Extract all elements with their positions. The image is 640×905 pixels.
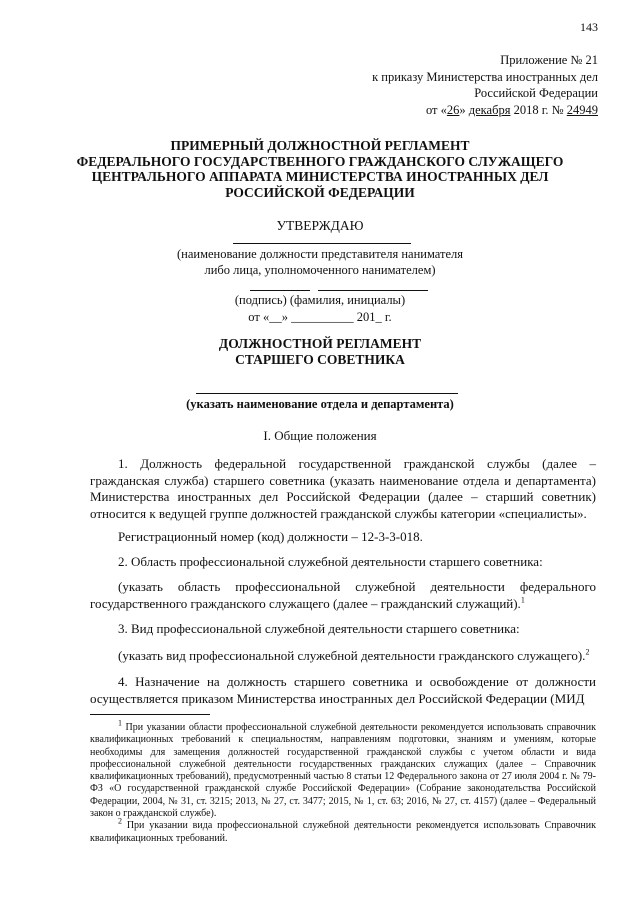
department-caption: (указать наименование отдела и департамента) bbox=[186, 397, 454, 411]
signature-caption: (подпись) (фамилия, инициалы) bbox=[234, 293, 406, 307]
order-number: 24949 bbox=[566, 102, 598, 117]
footnote-ref-2: 2 bbox=[585, 647, 590, 657]
paragraph-4: 4. Назначение на должность старшего советника и освобождение от должности осуществляется приказом Министерства иностранных дел Российской Федерации (МИД bbox=[90, 674, 596, 706]
paragraph-1: 1. Должность федеральной государственной гражданской службы (далее – гражданская служба) старшего советника (указать наименование отдела и департамента) Министерства иностранных дел Российской Федерации (далее – старший советник) относится к ведущей группе должностей гражданской службы категории «специалисты». bbox=[90, 456, 596, 521]
title-line-4: РОССИЙСКОЙ ФЕДЕРАЦИИ bbox=[225, 184, 415, 200]
paragraph-3: 3. Вид профессиональной служебной деятельности старшего советника: bbox=[118, 621, 520, 636]
paragraph-2: 2. Область профессиональной служебной деятельности старшего советника: bbox=[118, 554, 543, 569]
footnote-2-mark: 2 bbox=[118, 817, 122, 827]
footnote-2 bbox=[90, 817, 596, 845]
date-month: декабря bbox=[468, 102, 511, 117]
paragraph-3-note bbox=[90, 648, 596, 665]
date-prefix: от « bbox=[425, 102, 447, 117]
regulation-title-line-1: ДОЛЖНОСТНОЙ РЕГЛАМЕНТ bbox=[218, 336, 422, 351]
title-line-1: ПРИМЕРНЫЙ ДОЛЖНОСТНОЙ РЕГЛАМЕНТ bbox=[170, 138, 470, 153]
department-fill-line bbox=[196, 393, 458, 394]
registration-number: Регистрационный номер (код) должности – 12-3-3-018. bbox=[118, 529, 423, 544]
appendix-number: Приложение № 21 bbox=[500, 53, 598, 67]
position-fill-line bbox=[233, 243, 411, 244]
title-line-3: ЦЕНТРАЛЬНОГО АППАРАТА МИНИСТЕРСТВА ИНОСТРАННЫХ ДЕЛ bbox=[91, 169, 549, 184]
date-year: 2018 г. № bbox=[510, 102, 567, 117]
signature-fill-line bbox=[250, 290, 310, 291]
paragraph-2-note-text: (указать область профессиональной служебной деятельности федерального государственного гражданского служащего (далее – гражданский служащий). bbox=[90, 579, 596, 611]
approval-heading: УТВЕРЖДАЮ bbox=[276, 218, 364, 233]
appendix-block bbox=[268, 52, 598, 118]
footnote-1-mark: 1 bbox=[118, 718, 122, 728]
footnote-1-text: При указании области профессиональной служебной деятельности рекомендуется использовать справочник квалификационных требований к специальностям, направлениям подготовки, знаниям и умениям, которые необходимы для замещения должностей государственной гражданской службы с учетом области и вида профессиональной служебной деятельности государственных гражданских служащих (далее – Справочник квалификационных требований), предусмотренный частью 8 статьи 12 Федерального закона от 27 июля 2004 г. № 79-ФЗ «О государственной гражданской службе Российской Федерации» (Собрание законодательства Российской Федерации, 2004, № 31, ст. 3215; 2013, № 27, ст. 3477; 2015, № 1, ст. 63; 2016, № 27, ст. 4157) (далее – Федеральный закон о гражданской службе). bbox=[90, 722, 596, 820]
paragraph-2-note bbox=[90, 579, 596, 612]
regulation-title-line-2: СТАРШЕГО СОВЕТНИКА bbox=[235, 352, 405, 367]
paragraph-3-note-text: (указать вид профессиональной служебной деятельности гражданского служащего). bbox=[118, 648, 586, 663]
date-day: 26 bbox=[446, 102, 460, 117]
position-caption-line-1: (наименование должности представителя нанимателя bbox=[177, 247, 463, 261]
regulation-title bbox=[0, 336, 640, 368]
footnote-ref-1: 1 bbox=[520, 595, 525, 605]
footnotes bbox=[90, 718, 596, 845]
footnote-2-text: При указании вида профессиональной служебной деятельности рекомендуется использовать Справочник квалификационных требований. bbox=[90, 820, 596, 844]
date-mid: » bbox=[459, 102, 469, 117]
title-line-2: ФЕДЕРАЛЬНОГО ГОСУДАРСТВЕННОГО ГРАЖДАНСКОГО СЛУЖАЩЕГО bbox=[76, 153, 564, 169]
document-title bbox=[60, 138, 580, 200]
appendix-ministry: Российской Федерации bbox=[474, 86, 598, 100]
section-heading: I. Общие положения bbox=[263, 428, 377, 443]
appendix-order-ref: к приказу Министерства иностранных дел bbox=[372, 69, 598, 84]
footnote-separator bbox=[90, 714, 210, 715]
appendix-date bbox=[268, 102, 598, 119]
position-caption bbox=[150, 246, 490, 278]
name-fill-line bbox=[318, 290, 428, 291]
approval-date-line: от «__» __________ 201_ г. bbox=[248, 310, 392, 324]
page-number: 143 bbox=[580, 20, 598, 34]
position-caption-line-2: либо лица, уполномоченного нанимателем) bbox=[204, 263, 436, 277]
footnote-1 bbox=[90, 718, 596, 820]
